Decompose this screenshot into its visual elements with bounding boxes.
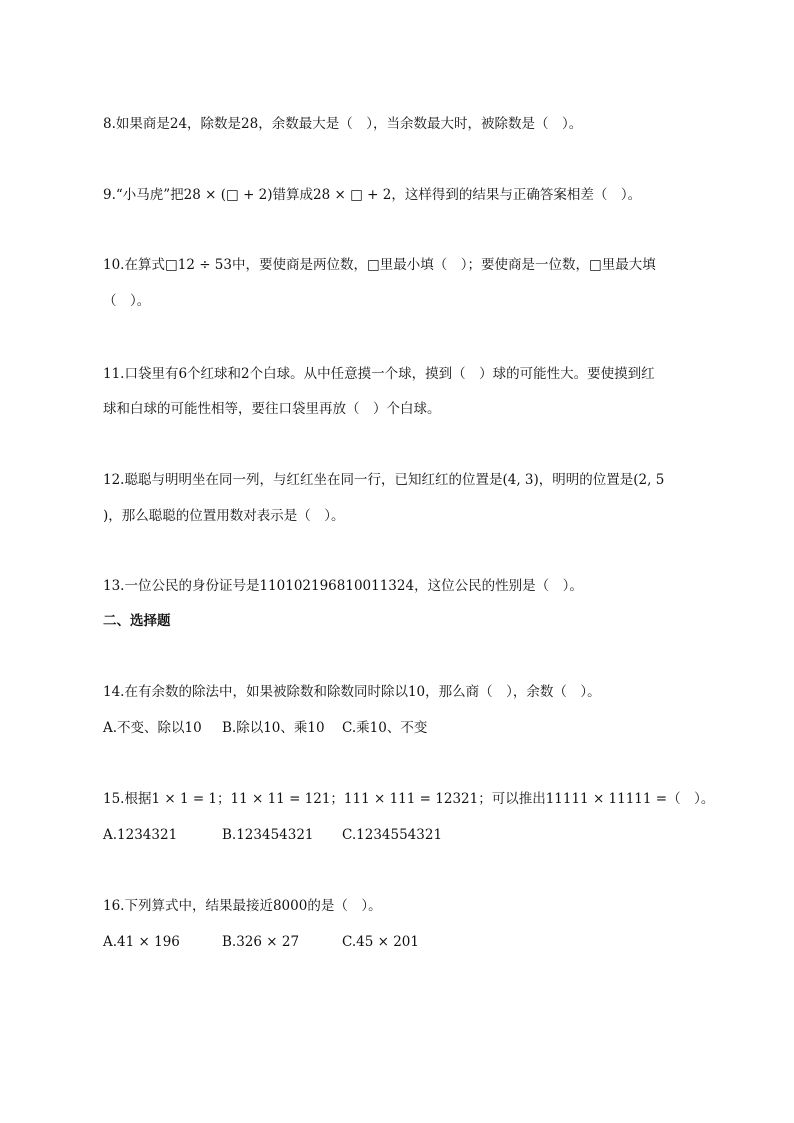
question-14-option-a: A.不变、除以10 — [103, 720, 202, 736]
question-13-line-1: 13.一位公民的身份证号是110102196810011324，这位公民的性别是（ ）。 — [103, 578, 583, 594]
question-8-line-1: 8.如果商是24，除数是28，余数最大是（ ），当余数最大时，被除数是（ ）。 — [103, 116, 583, 132]
question-15-text: 15.根据1 × 1 = 1；11 × 11 = 121；111 × 111 = 12321；可以推出11111 × 11111 =（ ）。 — [103, 791, 715, 807]
question-16-text: 16.下列算式中，结果最接近8000的是（ ）。 — [103, 898, 382, 914]
question-14-text: 14.在有余数的除法中，如果被除数和除数同时除以10，那么商（ ），余数（ ）。 — [103, 684, 601, 700]
question-12-line-2: )，那么聪聪的位置用数对表示是（ ）。 — [103, 508, 345, 524]
question-11-line-1: 11.口袋里有6个红球和2个白球。从中任意摸一个球，摸到（ ）球的可能性大。要使摸到红 — [103, 366, 655, 382]
question-14-option-c: C.乘10、不变 — [342, 720, 428, 736]
question-14-option-b: B.除以10、乘10 — [222, 720, 325, 736]
question-15-option-c: C.1234554321 — [342, 827, 443, 843]
question-11-line-2: 球和白球的可能性相等，要往口袋里再放（ ）个白球。 — [103, 401, 441, 417]
question-12-line-1: 12.聪聪与明明坐在同一列，与红红坐在同一行，已知红红的位置是(4, 3)，明明的位置是(2, 5 — [103, 472, 665, 488]
question-10-line-1: 10.在算式□12 ÷ 53中，要使商是两位数，□里最小填（ ）；要使商是一位数，□里最大填 — [103, 257, 656, 273]
question-16-option-b: B.326 × 27 — [222, 934, 300, 950]
question-15-option-b: B.123454321 — [222, 827, 314, 843]
question-16-option-a: A.41 × 196 — [103, 934, 180, 950]
section-title: 二、选择题 — [103, 613, 171, 629]
question-10-line-2: （ ）。 — [103, 293, 151, 309]
question-15-option-a: A.1234321 — [103, 827, 178, 843]
question-9-line-1: 9.“小马虎”把28 × (□ + 2)错算成28 × □ + 2，这样得到的结果与正确答案相差（ ）。 — [103, 187, 642, 203]
question-16-option-c: C.45 × 201 — [342, 934, 419, 950]
